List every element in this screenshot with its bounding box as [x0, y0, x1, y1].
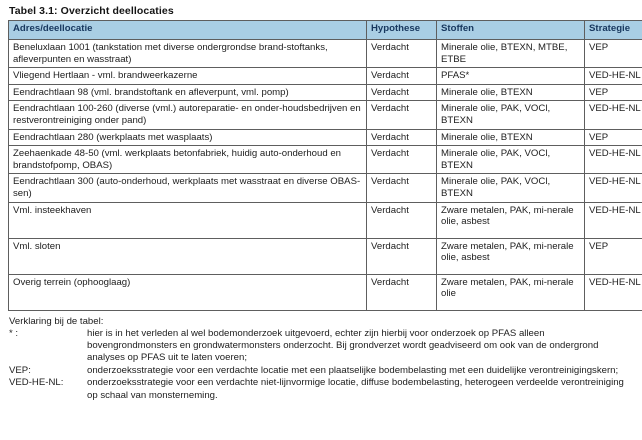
column-header-hypothesis: Hypothese	[367, 21, 437, 40]
cell-strategy: VEP	[585, 40, 642, 68]
column-header-address: Adres/deellocatie	[9, 21, 367, 40]
cell-substances: Minerale olie, BTEXN	[437, 84, 585, 101]
cell-hypothesis: Verdacht	[367, 129, 437, 146]
table-header	[9, 21, 642, 40]
legend-key: VEP:	[9, 364, 31, 376]
legend-title: Verklaring bij de tabel:	[9, 315, 104, 327]
table-row	[9, 84, 642, 101]
column-header-strategy: Strategie	[585, 21, 642, 40]
table-header-row	[9, 21, 642, 40]
cell-address: Overig terrein (ophooglaag)	[9, 274, 367, 310]
cell-hypothesis: Verdacht	[367, 174, 437, 202]
table-caption: Tabel 3.1: Overzicht deellocaties	[9, 5, 174, 17]
table-body	[9, 40, 642, 311]
table-row	[9, 101, 642, 129]
cell-hypothesis: Verdacht	[367, 101, 437, 129]
cell-address: Vliegend Hertlaan - vml. brandweerkazerne	[9, 68, 367, 85]
legend-entry-vep	[9, 365, 632, 377]
cell-substances: Zware metalen, PAK, mi-nerale olie, asbest	[437, 202, 585, 238]
cell-strategy: VEP	[585, 84, 642, 101]
cell-strategy: VED-HE-NL	[585, 202, 642, 238]
legend-definition: onderzoeksstrategie voor een verdachte niet-lijnvormige locatie, diffuse bodembelasting, heterogeen verdeelde verontreiniging op schaal van monsterneming.	[87, 377, 624, 401]
legend-key: * :	[9, 327, 19, 339]
cell-substances: Minerale olie, BTEXN, MTBE, ETBE	[437, 40, 585, 68]
cell-substances: Minerale olie, PAK, VOCl, BTEXN	[437, 146, 585, 174]
table-row	[9, 274, 642, 310]
cell-address: Zeehaenkade 48-50 (vml. werkplaats betonfabriek, huidig auto-onderhoud en brandstofpomp, OBAS)	[9, 146, 367, 174]
cell-hypothesis: Verdacht	[367, 202, 437, 238]
cell-strategy: VED-HE-NL	[585, 174, 642, 202]
table-row	[9, 129, 642, 146]
cell-substances: Minerale olie, PAK, VOCl, BTEXN	[437, 174, 585, 202]
table-row	[9, 174, 642, 202]
cell-address: Beneluxlaan 1001 (tankstation met diverse ondergrondse brand-stoftanks, afleverpunten en wasstraat)	[9, 40, 367, 68]
deellocaties-table	[8, 20, 642, 311]
cell-hypothesis: Verdacht	[367, 68, 437, 85]
cell-hypothesis: Verdacht	[367, 274, 437, 310]
table-row	[9, 238, 642, 274]
cell-hypothesis: Verdacht	[367, 40, 437, 68]
legend-definition: hier is in het verleden al wel bodemonderzoek uitgevoerd, echter zijn hierbij voor onderzoek op PFAS alleen bovengrondmonsters en grondwatermonsters onderzocht. Bij grondverzet wordt geadviseerd om ook van de ondergrond analyses op PFAS uit te laten voeren;	[87, 327, 599, 364]
legend-block	[8, 315, 632, 402]
cell-address: Vml. sloten	[9, 238, 367, 274]
table-row	[9, 202, 642, 238]
legend-entry-ved-he-nl	[9, 377, 632, 402]
cell-substances: Minerale olie, BTEXN	[437, 129, 585, 146]
cell-address: Vml. insteekhaven	[9, 202, 367, 238]
cell-strategy: VED-HE-NL	[585, 68, 642, 85]
legend-definition: onderzoeksstrategie voor een verdachte locatie met een plaatselijke bodembelasting met een duidelijke verontreinigingskern;	[87, 364, 619, 376]
cell-address: Eendrachtlaan 100-260 (diverse (vml.) autoreparatie- en onder-houdsbedrijven en restverontreiniging onder pand)	[9, 101, 367, 129]
cell-strategy: VED-HE-NL	[585, 274, 642, 310]
cell-substances: Zware metalen, PAK, mi-nerale olie	[437, 274, 585, 310]
cell-strategy: VED-HE-NL	[585, 146, 642, 174]
cell-strategy: VED-HE-NL	[585, 101, 642, 129]
cell-hypothesis: Verdacht	[367, 238, 437, 274]
cell-address: Eendrachtlaan 300 (auto-onderhoud, werkplaats met wasstraat en diverse OBAS-sen)	[9, 174, 367, 202]
table-row	[9, 40, 642, 68]
cell-substances: PFAS*	[437, 68, 585, 85]
table-row	[9, 68, 642, 85]
legend-key: VED-HE-NL:	[9, 377, 64, 389]
cell-substances: Zware metalen, PAK, mi-nerale olie, asbest	[437, 238, 585, 274]
cell-hypothesis: Verdacht	[367, 146, 437, 174]
table-row	[9, 146, 642, 174]
cell-address: Eendrachtlaan 98 (vml. brandstoftank en afleverpunt, vml. pomp)	[9, 84, 367, 101]
cell-strategy: VEP	[585, 129, 642, 146]
cell-address: Eendrachtlaan 280 (werkplaats met wasplaats)	[9, 129, 367, 146]
cell-hypothesis: Verdacht	[367, 84, 437, 101]
cell-strategy: VEP	[585, 238, 642, 274]
legend-entry-asterisk	[9, 328, 632, 365]
cell-substances: Minerale olie, PAK, VOCl, BTEXN	[437, 101, 585, 129]
column-header-substances: Stoffen	[437, 21, 585, 40]
